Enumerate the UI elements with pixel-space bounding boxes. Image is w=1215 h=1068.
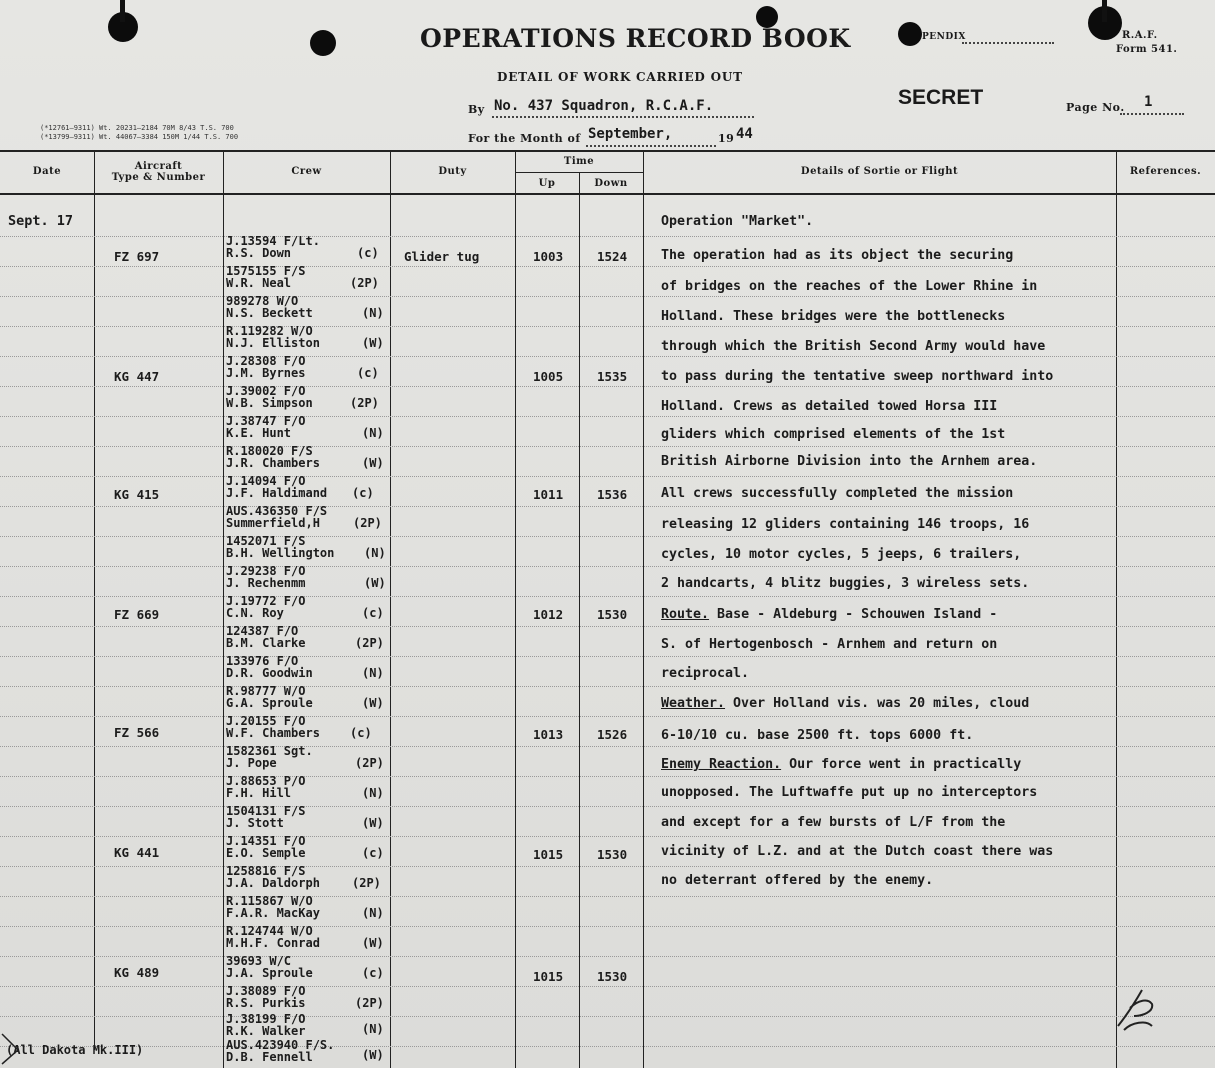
ruled-line [0,656,1215,657]
aircraft-number: KG 489 [114,965,160,980]
aircraft-number: KG 441 [114,845,160,860]
ruled-line [0,446,1215,447]
time-up: 1003 [533,249,564,264]
page-number-label: Page No. [1066,101,1125,114]
header-aircraft: Aircraft Type & Number [111,161,206,183]
form-id-line2: Form 541. [1116,44,1178,55]
header-crew: Crew [291,166,322,177]
crew-member: J.13594 F/Lt. R.S. Down [226,234,320,260]
crew-member: R.98777 W/O G.A. Sproule [226,684,313,710]
crew-role: (c) [357,366,379,380]
aircraft-number: KG 447 [114,369,160,384]
details-line: unopposed. The Luftwaffe put up no interceptors [661,785,1038,800]
col-divider [1116,150,1117,1068]
crew-member: J.14094 F/O J.F. Haldimand [226,474,328,500]
ruled-line [0,806,1215,807]
crew-role: (W) [362,696,384,710]
weather-label: Weather. [661,696,726,711]
header-details: Details of Sortie or Flight [800,166,959,177]
details-line: All crews successfully completed the mission [661,486,1014,501]
binder-tag [120,0,125,22]
crew-member: J.38199 F/O R.K. Walker [226,1012,306,1038]
ruled-line [0,566,1215,567]
crew-member: 1504131 F/S J. Stott [226,804,306,830]
header-references: References. [1129,166,1202,177]
time-up: 1015 [533,969,564,984]
crew-role: (N) [364,546,386,560]
month-dotted-line [586,145,716,147]
crew-role: (W) [362,456,384,470]
header-time: Time [563,156,595,167]
crew-member: AUS.423940 F/S. D.B. Fennell [226,1038,335,1064]
details-line: reciprocal. [661,666,750,681]
year-prefix: 19 [718,132,735,145]
col-divider [579,172,580,1068]
col-divider [94,150,95,1050]
crew-member: 1575155 F/S W.R. Neal [226,264,306,290]
header-duty: Duty [438,166,467,177]
crew-role: (2P) [350,396,379,410]
crew-role: (W) [362,816,384,830]
enemy-line: Enemy Reaction. Our force went in practically [661,757,1022,772]
ruled-line [0,716,1215,717]
enemy-reaction-label: Enemy Reaction. [661,757,782,772]
appendix-dotted-line [962,42,1054,44]
punch-hole [898,22,922,46]
ruled-line [0,386,1215,387]
crew-role: (2P) [353,516,382,530]
crew-member: J.39002 F/O W.B. Simpson [226,384,313,410]
aircraft-number: FZ 669 [114,607,160,622]
col-divider [643,150,644,1068]
crew-role: (W) [362,336,384,350]
details-line: vicinity of L.Z. and at the Dutch coast there was [661,844,1054,859]
crew-member: R.119282 W/O N.J. Elliston [226,324,320,350]
crew-member: AUS.436350 F/S Summerfield,H [226,504,328,530]
form-id-line1: R.A.F. [1122,30,1158,41]
ruled-line [0,776,1215,777]
page-number: 1 [1144,94,1153,110]
punch-hole [310,30,336,56]
crew-member: J.14351 F/O E.O. Semple [226,834,306,860]
details-line: S. of Hertogenbosch - Arnhem and return on [661,637,998,652]
details-heading: Operation "Market". [661,214,814,229]
table-top-border [0,150,1215,152]
header-down: Down [594,178,628,189]
col-divider [515,150,516,1068]
details-line: British Airborne Division into the Arnhem area. [661,454,1038,469]
ruled-line [0,626,1215,627]
ruled-line [0,476,1215,477]
ruled-line [0,866,1215,867]
aircraft-type-note: (All Dakota Mk.III) [6,1043,144,1057]
page-dotted-line [1120,113,1184,115]
details-line: releasing 12 gliders containing 146 troops, 16 [661,517,1030,532]
crew-role: (W) [362,936,384,950]
ruled-line [0,266,1215,267]
unit-name: No. 437 Squadron, R.C.A.F. [494,98,714,114]
route-label: Route. [661,607,710,622]
col-divider [223,150,224,1068]
aircraft-number: FZ 697 [114,249,160,264]
ruled-line [0,836,1215,837]
details-line: 2 handcarts, 4 blitz buggies, 3 wireless sets. [661,576,1030,591]
time-up: 1005 [533,369,564,384]
by-label: By [468,103,485,116]
crew-role: (c) [352,486,374,500]
ruled-line [0,686,1215,687]
weather-line: Weather. Over Holland vis. was 20 miles, cloud [661,696,1030,711]
unit-dotted-line [492,116,754,118]
crew-role: (N) [362,906,384,920]
crew-member: 1582361 Sgt. J. Pope [226,744,313,770]
ruled-line [0,356,1215,357]
ruled-line [0,296,1215,297]
time-up: 1013 [533,727,564,742]
ruled-line [0,746,1215,747]
crew-role: (c) [362,606,384,620]
ruled-line [0,416,1215,417]
month-value: September, [588,126,673,142]
crew-role: (c) [357,246,379,260]
details-line: cycles, 10 motor cycles, 5 jeeps, 6 trailers, [661,547,1022,562]
ruled-line [0,956,1215,957]
ruled-line [0,1046,1215,1047]
aircraft-number: FZ 566 [114,725,160,740]
details-line: Holland. These bridges were the bottlenecks [661,309,1006,324]
time-up: 1011 [533,487,564,502]
time-up: 1015 [533,847,564,862]
ruled-line [0,326,1215,327]
crew-role: (N) [362,426,384,440]
duty-cell: Glider tug [404,249,480,264]
details-line: Holland. Crews as detailed towed Horsa III [661,399,998,414]
route-line: Route. Base - Aldeburg - Schouwen Island - [661,607,998,622]
crew-role: (W) [364,576,386,590]
crew-role: (N) [362,1022,384,1036]
details-line: of bridges on the reaches of the Lower Rhine in [661,279,1038,294]
crew-member: J.19772 F/O C.N. Roy [226,594,306,620]
crew-role: (2P) [355,636,384,650]
details-line: 6-10/10 cu. base 2500 ft. tops 6000 ft. [661,728,974,743]
crew-member: R.115867 W/O F.A.R. MacKay [226,894,320,920]
binder-tag [1102,0,1107,22]
col-divider [390,150,391,1068]
time-down: 1536 [597,487,628,502]
crew-role: (2P) [352,876,381,890]
details-line: The operation had as its object the securing [661,248,1014,263]
crew-role: (N) [362,306,384,320]
crew-member: 1452071 F/S B.H. Wellington [226,534,335,560]
crew-member: J.28308 F/O J.M. Byrnes [226,354,306,380]
header-up: Up [538,178,556,189]
crew-role: (c) [362,846,384,860]
page-edge-mark [0,1032,20,1066]
date-cell: Sept. 17 [8,213,74,229]
crew-role: (2P) [355,756,384,770]
time-down: 1530 [597,847,628,862]
header-date: Date [32,166,62,177]
crew-role: (2P) [355,996,384,1010]
details-line: no deterrant offered by the enemy. [661,873,934,888]
crew-member: J.29238 F/O J. Rechenmm [226,564,306,590]
time-down: 1530 [597,969,628,984]
handwritten-initials [1112,986,1158,1034]
crew-member: R.124744 W/O M.H.F. Conrad [226,924,320,950]
crew-role: (2P) [350,276,379,290]
ruled-line [0,986,1215,987]
crew-member: J.38747 F/O K.E. Hunt [226,414,306,440]
classification-stamp: SECRET [898,86,984,109]
crew-role: (W) [362,1048,384,1062]
crew-member: J.88653 P/O F.H. Hill [226,774,306,800]
details-line: through which the British Second Army would have [661,339,1046,354]
time-down: 1526 [597,727,628,742]
crew-member: J.20155 F/O W.F. Chambers [226,714,320,740]
time-down: 1524 [597,249,628,264]
crew-role: (c) [350,726,372,740]
details-line: gliders which comprised elements of the 1st [661,427,1006,442]
month-label: For the Month of [468,132,581,145]
year-value: 44 [736,126,753,142]
crew-member: 133976 F/O D.R. Goodwin [226,654,313,680]
crew-member: 39693 W/C J.A. Sproule [226,954,313,980]
aircraft-number: KG 415 [114,487,160,502]
crew-member: R.180020 F/S J.R. Chambers [226,444,320,470]
print-reference: (*12761—9311) Wt. 20231—2184 70M 8/43 T.S. 700 (*13799—9311) Wt. 44067—3384 150M 1/44 T.S. 700 [40,124,239,141]
details-line: and except for a few bursts of L/F from the [661,815,1006,830]
crew-role: (N) [362,786,384,800]
ruled-line [0,896,1215,897]
ruled-line [0,506,1215,507]
ruled-line [0,926,1215,927]
ruled-line [0,1016,1215,1017]
time-down: 1530 [597,607,628,622]
ruled-line [0,536,1215,537]
time-up: 1012 [533,607,564,622]
form-title: OPERATIONS RECORD BOOK [420,24,851,53]
details-line: to pass during the tentative sweep northward into [661,369,1054,384]
crew-member: J.38089 F/O R.S. Purkis [226,984,306,1010]
crew-role: (N) [362,666,384,680]
ruled-line [0,596,1215,597]
crew-member: 124387 F/O B.M. Clarke [226,624,306,650]
appendix-label: PENDIX [922,32,966,42]
crew-member: 1258816 F/S J.A. Daldorph [226,864,320,890]
form-subtitle: DETAIL OF WORK CARRIED OUT [497,70,743,84]
table-header-border [0,193,1215,195]
time-down: 1535 [597,369,628,384]
crew-role: (c) [362,966,384,980]
crew-member: 989278 W/O N.S. Beckett [226,294,313,320]
ruled-line [0,236,1215,237]
